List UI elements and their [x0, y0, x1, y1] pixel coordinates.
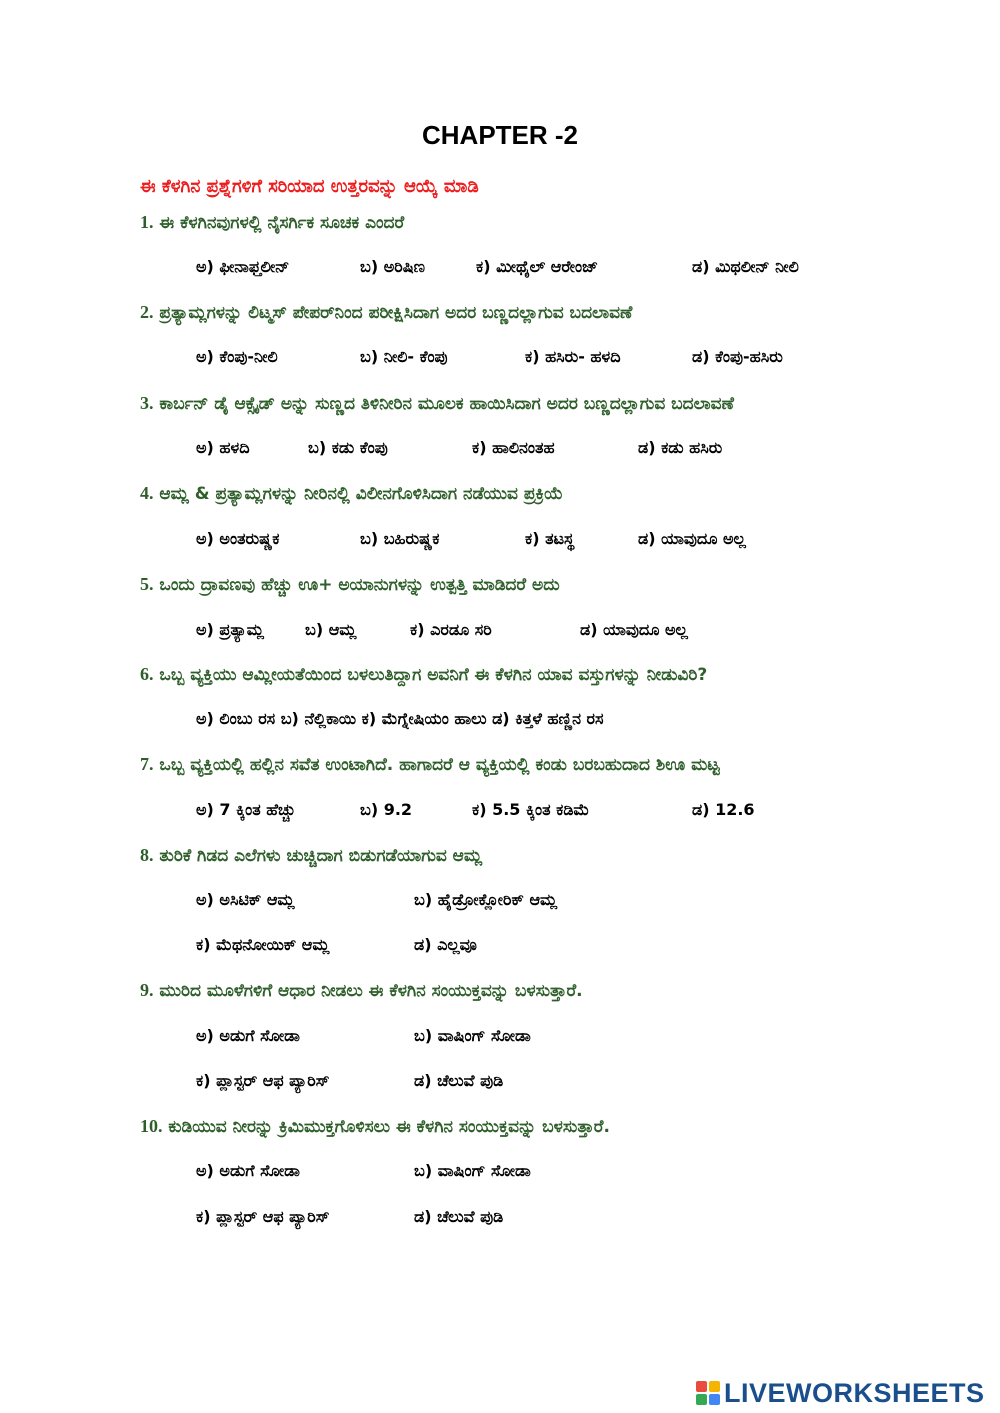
question-text: ಒಬ್ಬ ವ್ಯಕ್ತಿಯಲ್ಲಿ ಹಲ್ಲಿನ ಸವೆತ ಉಂಟಾಗಿದೆ. ಹಾಗಾದರೆ ಆ ವ್ಯಕ್ತಿಯಲ್ಲಿ ಕಂಡು ಬರಬಹುದಾದ ಶಿಊ ಮಟ್ಟ: [159, 755, 720, 775]
question-7: [140, 754, 720, 775]
question-number: 7.: [140, 754, 154, 774]
question-6: [140, 664, 707, 685]
question-number: 3.: [140, 393, 154, 413]
question-text: ಆಮ್ಲ & ಪ್ರತ್ಯಾಮ್ಲಗಳನ್ನು ನೀರಿನಲ್ಲಿ ವಿಲೀನಗೊಳಿಸಿದಾಗ ನಡೆಯುವ ಪ್ರಕ್ರಿಯೆ: [159, 484, 564, 504]
option-d[interactable]: ಡ) ಚೆಲುವೆ ಪುಡಿ: [414, 1207, 504, 1226]
option-c[interactable]: ಕ) ಹಾಲಿನಂತಹ: [472, 438, 555, 457]
question-text: ಈ ಕೆಳಗಿನವುಗಳಲ್ಲಿ ನೈಸರ್ಗಿಕ ಸೂಚಕ ಎಂದರೆ: [159, 213, 405, 233]
question-text: ಕಾರ್ಬನ್ ಡೈ ಆಕ್ಸೈಡ್ ಅನ್ನು ಸುಣ್ಣದ ತಿಳಿನೀರಿನ ಮೂಲಕ ಹಾಯಿಸಿದಾಗ ಅದರ ಬಣ್ಣದಲ್ಲಾಗುವ ಬದಲಾವಣೆ: [159, 394, 734, 414]
question-number: 2.: [140, 302, 154, 322]
logo-mark-icon: [696, 1381, 720, 1405]
question-8: [140, 845, 482, 866]
option-a[interactable]: ಅ) ಅಡುಗೆ ಸೋಡಾ: [196, 1026, 300, 1045]
option-b[interactable]: ಬ) ಕಡು ಕೆಂಪು: [308, 438, 388, 457]
question-10: [140, 1116, 610, 1137]
option-d[interactable]: ಡ) ಯಾವುದೂ ಅಲ್ಲ: [638, 529, 746, 548]
question-text: ಮುರಿದ ಮೂಳೆಗಳಿಗೆ ಆಧಾರ ನೀಡಲು ಈ ಕೆಳಗಿನ ಸಂಯುಕ್ತವನ್ನು ಬಳಸುತ್ತಾರೆ.: [159, 981, 583, 1001]
option-c[interactable]: ಕ) ಪ್ಲಾಸ್ಟರ್ ಆಫ ಪ್ಯಾರಿಸ್: [196, 1207, 330, 1226]
option-a[interactable]: ಅ) 7 ಕ್ಕಿಂತ ಹೆಚ್ಚು: [196, 800, 296, 819]
option-b[interactable]: ಬ) ವಾಷಿಂಗ್ ಸೋಡಾ: [414, 1161, 531, 1180]
question-3: [140, 393, 734, 414]
question-1: [140, 212, 404, 233]
question-number: 6.: [140, 664, 154, 684]
option-b[interactable]: ಬ) ಆಮ್ಲ: [305, 620, 357, 639]
question-number: 4.: [140, 483, 154, 503]
option-b[interactable]: ಬ) ಬಹಿರುಷ್ಣಕ: [360, 529, 440, 548]
option-a[interactable]: ಅ) ಅಂತರುಷ್ಣಕ: [196, 529, 280, 548]
option-c[interactable]: ಕ) ಹಸಿರು- ಹಳದಿ: [525, 347, 621, 366]
option-c[interactable]: ಕ) 5.5 ಕ್ಕಿಂತ ಕಡಿಮೆ: [472, 800, 590, 819]
option-d[interactable]: ಡ) ಕಡು ಹಸಿರು: [638, 438, 723, 457]
question-text: ಒಂದು ದ್ರಾವಣವು ಹೆಚ್ಚು ಊ+ ಅಯಾನುಗಳನ್ನು ಉತ್ಪತ್ತಿ ಮಾಡಿದರೆ ಅದು: [159, 575, 560, 595]
option-b[interactable]: ಬ) ಹೈಡ್ರೋಕ್ಲೋರಿಕ್ ಆಮ್ಲ: [414, 890, 558, 909]
question-number: 5.: [140, 574, 154, 594]
option-b[interactable]: ಬ) ನೀಲಿ- ಕೆಂಪು: [360, 347, 448, 366]
option-b[interactable]: ಬ) ವಾಷಿಂಗ್ ಸೋಡಾ: [414, 1026, 531, 1045]
option-a[interactable]: ಅ) ಅಡುಗೆ ಸೋಡಾ: [196, 1161, 300, 1180]
option-a[interactable]: ಅ) ಪ್ರತ್ಯಾಮ್ಲ: [196, 620, 264, 639]
option-c[interactable]: ಕ) ಮೀಥೈಲ್ ಆರೇಂಜ್: [476, 257, 599, 276]
page-title: CHAPTER -2: [421, 120, 578, 150]
option-d[interactable]: ಡ) 12.6: [692, 800, 755, 819]
question-number: 9.: [140, 980, 154, 1000]
option-c[interactable]: ಕ) ಪ್ಲಾಸ್ಟರ್ ಆಫ ಪ್ಯಾರಿಸ್: [196, 1071, 330, 1090]
option-a[interactable]: ಅ) ಕೆಂಪು-ನೀಲಿ: [196, 347, 278, 366]
instruction-text: ಈ ಕೆಳಗಿನ ಪ್ರಶ್ನೆಗಳಿಗೆ ಸರಿಯಾದ ಉತ್ತರವನ್ನು ಆಯ್ಕೆ ಮಾಡಿ: [140, 176, 479, 197]
option-b[interactable]: ಬ) 9.2: [360, 800, 413, 819]
question-number: 8.: [140, 845, 154, 865]
question-text: ಒಬ್ಬ ವ್ಯಕ್ತಿಯು ಆಮ್ಲೀಯತೆಯಿಂದ ಬಳಲುತಿದ್ದಾಗ ಅವನಿಗೆ ಈ ಕೆಳಗಿನ ಯಾವ ವಸ್ತುಗಳನ್ನು ನೀಡುವಿರಿ?: [159, 665, 708, 685]
option-d[interactable]: ಡ) ಮಿಥಲೀನ್ ನೀಲಿ: [692, 257, 799, 276]
question-9: [140, 980, 583, 1001]
option-c[interactable]: ಕ) ತಟಸ್ಥ: [525, 529, 575, 548]
option-a[interactable]: ಅ) ಅಸಿಟಿಕ್ ಆಮ್ಲ: [196, 890, 295, 909]
option-d[interactable]: ಡ) ಎಲ್ಲವೂ: [414, 935, 477, 954]
option-row[interactable]: ಅ) ಲಿಂಬು ರಸ ಬ) ನೆಲ್ಲಿಕಾಯಿ ಕ) ಮೆಗ್ನೇಷಿಯಂ ಹಾಲು ಡ) ಕಿತ್ತಳೆ ಹಣ್ಣಿನ ರಸ: [196, 709, 604, 728]
option-a[interactable]: ಅ) ಹಳದಿ: [196, 438, 250, 457]
option-d[interactable]: ಡ) ಯಾವುದೂ ಅಲ್ಲ: [580, 620, 688, 639]
liveworksheets-logo: [696, 1376, 985, 1410]
question-4: [140, 483, 563, 504]
question-2: [140, 302, 632, 323]
option-a[interactable]: ಅ) ಫೀನಾಫ್ತಲೀನ್: [196, 257, 290, 276]
question-text: ತುರಿಕೆ ಗಿಡದ ಎಲೆಗಳು ಚುಚ್ಚಿದಾಗ ಬಿಡುಗಡೆಯಾಗುವ ಆಮ್ಲ: [159, 846, 483, 866]
question-number: 10.: [140, 1116, 163, 1136]
option-c[interactable]: ಕ) ಮೆಥನೋಯಿಕ್ ಆಮ್ಲ: [196, 935, 330, 954]
question-text: ಪ್ರತ್ಯಾಮ್ಲಗಳನ್ನು ಲಿಟ್ಮಸ್ ಪೇಪರ್‌ನಿಂದ ಪರೀಕ್ಷಿಸಿದಾಗ ಅದರ ಬಣ್ಣದಲ್ಲಾಗುವ ಬದಲಾವಣೆ: [159, 303, 633, 323]
option-c[interactable]: ಕ) ಎರಡೂ ಸರಿ: [410, 620, 492, 639]
question-5: [140, 574, 560, 595]
question-number: 1.: [140, 212, 154, 232]
question-text: ಕುಡಿಯುವ ನೀರನ್ನು ಕ್ರಿಮಿಮುಕ್ತಗೊಳಿಸಲು ಈ ಕೆಳಗಿನ ಸಂಯುಕ್ತವನ್ನು ಬಳಸುತ್ತಾರೆ.: [168, 1117, 610, 1137]
option-b[interactable]: ಬ) ಅರಿಷಿಣ: [360, 257, 425, 276]
option-d[interactable]: ಡ) ಕೆಂಪು-ಹಸಿರು: [692, 347, 783, 366]
option-d[interactable]: ಡ) ಚೆಲುವೆ ಪುಡಿ: [414, 1071, 504, 1090]
logo-text: LIVEWORKSHEETS: [724, 1377, 985, 1408]
